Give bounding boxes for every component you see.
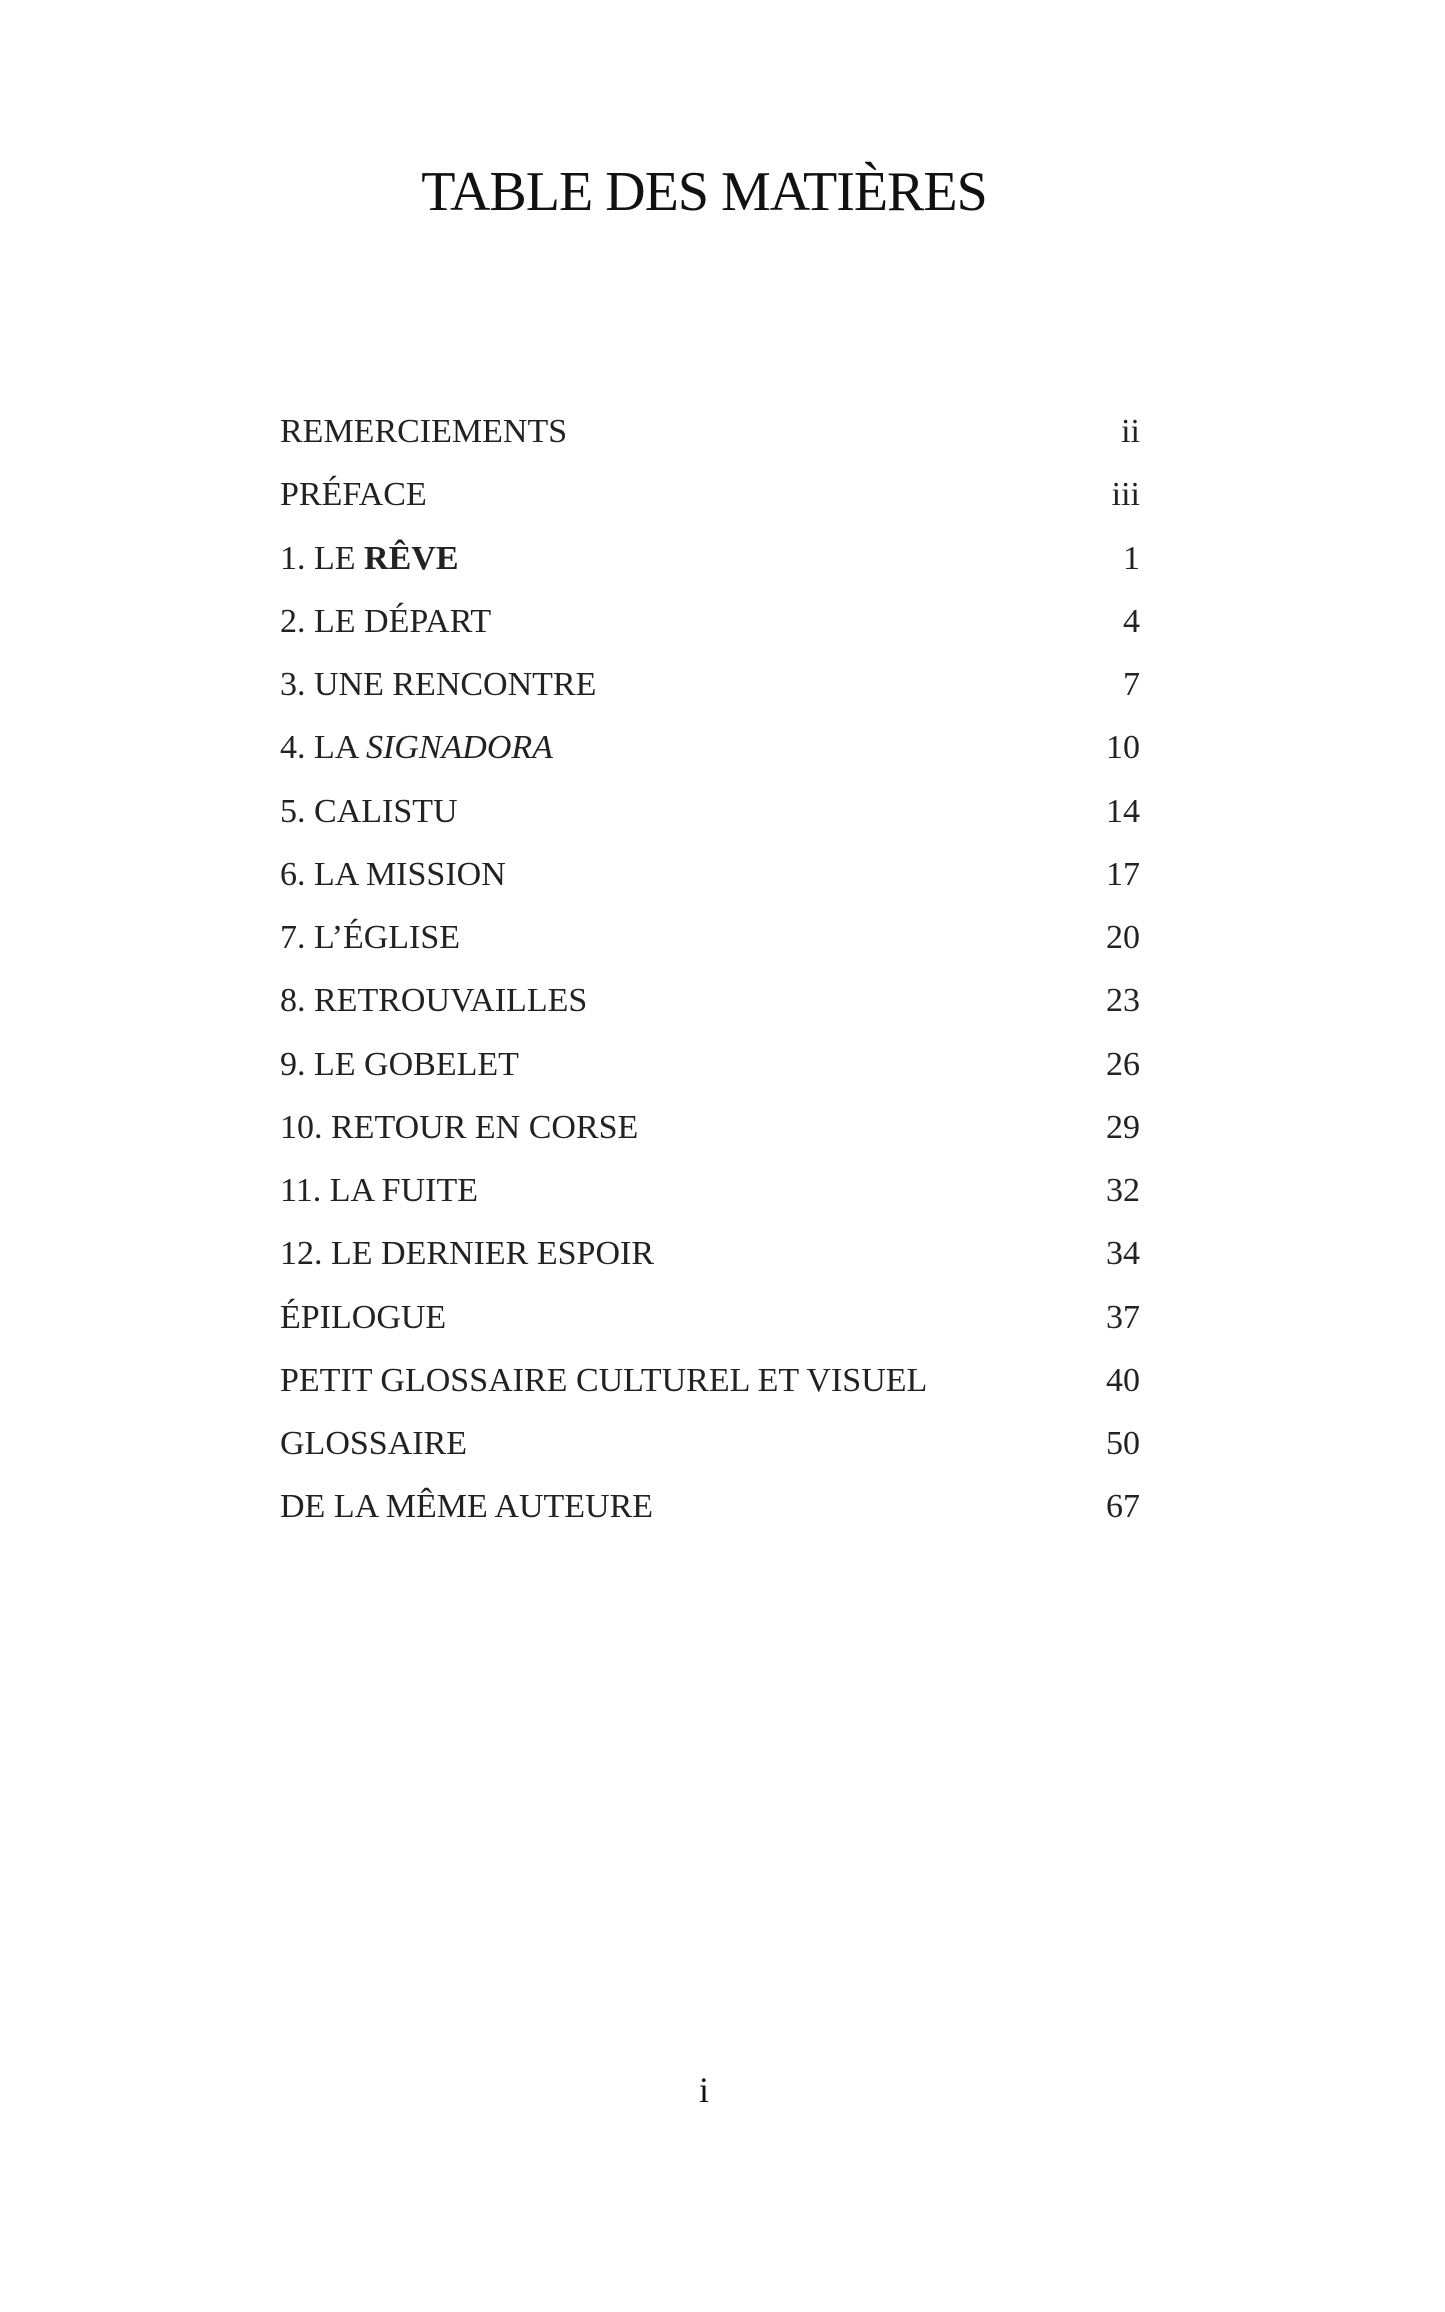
toc-entry-label: 5. CALISTU: [280, 792, 458, 830]
toc-entry-label: 10. RETOUR EN CORSE: [280, 1108, 639, 1146]
toc-entry-label: 8. RETROUVAILLES: [280, 982, 588, 1020]
toc-entry-chapter-10[interactable]: [280, 1096, 1140, 1159]
toc-entry-chapter-6[interactable]: [280, 843, 1140, 906]
toc-entry-label: PRÉFACE: [280, 476, 427, 514]
toc-entry-page-number: iii: [1111, 476, 1140, 514]
toc-entry-label: 9. LE GOBELET: [280, 1045, 519, 1083]
toc-entry-page-number: 67: [1106, 1488, 1140, 1526]
page-folio: i: [698, 2070, 709, 2110]
toc-entry-page-number: 32: [1106, 1172, 1140, 1209]
toc-entry-page-number: ii: [1121, 413, 1140, 450]
toc-entry-label: 11. LA FUITE: [280, 1172, 479, 1209]
toc-entry-label: [280, 716, 553, 779]
toc-entry-page-number: 26: [1106, 1045, 1140, 1083]
toc-entry-label: [280, 527, 459, 590]
toc-entry-page-number: 23: [1106, 982, 1140, 1020]
toc-entry-page-number: 17: [1106, 855, 1140, 893]
toc-entry-epilogue[interactable]: [280, 1286, 1140, 1349]
toc-entry-chapter-12[interactable]: [280, 1222, 1140, 1285]
toc-entry-page-number: 10: [1106, 729, 1140, 767]
toc-entry-page-number: 29: [1106, 1108, 1140, 1146]
toc-entry-glossaire[interactable]: [280, 1412, 1140, 1475]
table-of-contents: [280, 400, 1140, 1539]
toc-entry-page-number: 34: [1106, 1235, 1140, 1273]
toc-entry-label: ÉPILOGUE: [280, 1298, 447, 1336]
toc-entry-chapter-5[interactable]: [280, 780, 1140, 843]
toc-entry-preface[interactable]: [280, 463, 1140, 526]
toc-entry-label-prefix: 4. LA: [280, 729, 366, 767]
toc-entry-chapter-11[interactable]: [280, 1159, 1140, 1222]
toc-entry-label-bold: RÊVE: [364, 539, 459, 577]
toc-entry-page-number: 37: [1106, 1298, 1140, 1336]
toc-entry-page-number: 1: [1123, 539, 1140, 577]
toc-entry-de-la-meme-auteure[interactable]: [280, 1475, 1140, 1538]
toc-entry-label: DE LA MÊME AUTEURE: [280, 1488, 654, 1526]
toc-entry-page-number: 14: [1106, 792, 1140, 830]
toc-entry-label-prefix: 1. LE: [280, 539, 365, 577]
toc-entry-page-number: 50: [1106, 1425, 1140, 1462]
toc-entry-label: 3. UNE RENCONTRE: [280, 666, 597, 703]
toc-entry-label: 6. LA MISSION: [280, 855, 506, 893]
toc-entry-label: PETIT GLOSSAIRE CULTUREL ET VISUEL: [280, 1361, 928, 1399]
toc-entry-page-number: 7: [1123, 666, 1140, 703]
toc-entry-petit-glossaire[interactable]: [280, 1349, 1140, 1412]
toc-entry-page-number: 4: [1123, 602, 1140, 640]
toc-entry-label-italic: SIGNADORA: [365, 729, 553, 767]
toc-entry-label: 7. L’ÉGLISE: [280, 919, 461, 956]
toc-entry-label: REMERCIEMENTS: [280, 413, 568, 450]
toc-entry-page-number: 20: [1106, 919, 1140, 956]
toc-entry-chapter-4[interactable]: [280, 716, 1140, 779]
toc-entry-chapter-8[interactable]: [280, 969, 1140, 1032]
toc-entry-chapter-3[interactable]: [280, 653, 1140, 716]
page-title: TABLE DES MATIÈRES: [421, 161, 987, 223]
toc-entry-page-number: 40: [1106, 1361, 1140, 1399]
toc-entry-label: 2. LE DÉPART: [280, 602, 492, 640]
toc-entry-chapter-2[interactable]: [280, 590, 1140, 653]
toc-entry-chapter-1[interactable]: [280, 527, 1140, 590]
toc-entry-chapter-7[interactable]: [280, 906, 1140, 969]
toc-entry-label: GLOSSAIRE: [280, 1425, 468, 1462]
toc-entry-label: 12. LE DERNIER ESPOIR: [280, 1235, 654, 1273]
toc-entry-remerciements[interactable]: [280, 400, 1140, 463]
toc-entry-chapter-9[interactable]: [280, 1033, 1140, 1096]
